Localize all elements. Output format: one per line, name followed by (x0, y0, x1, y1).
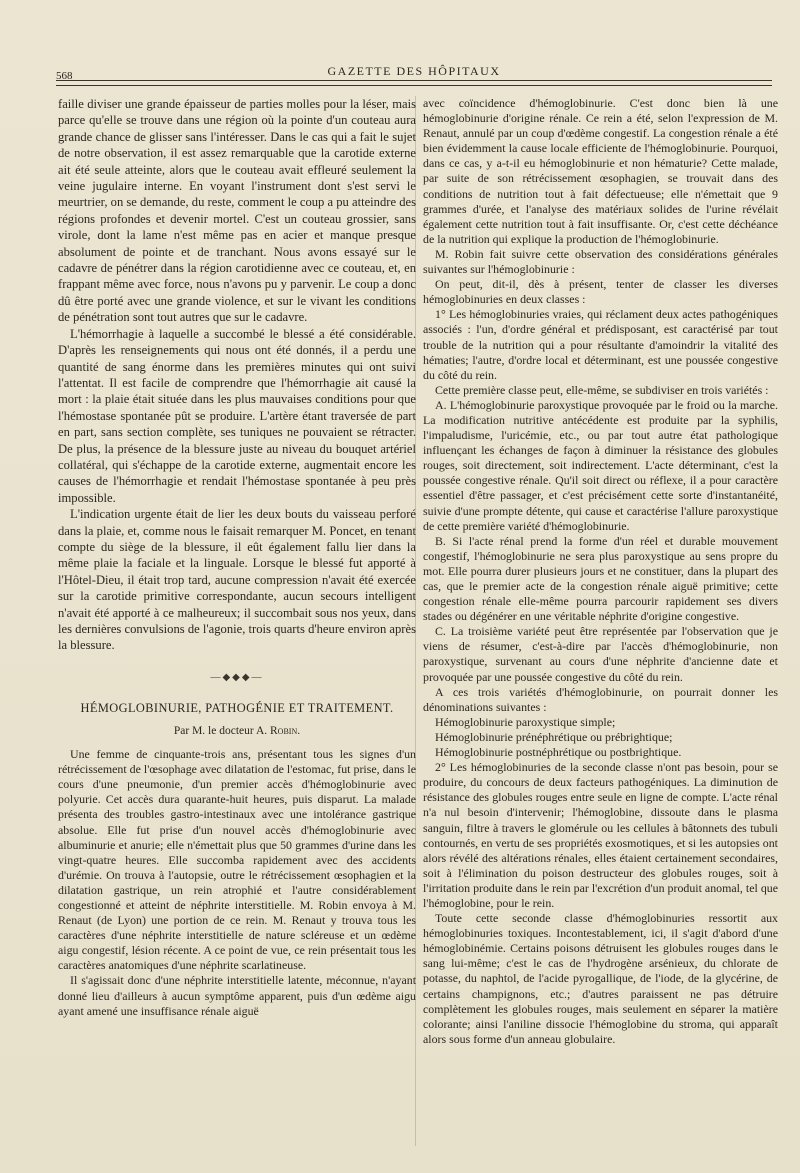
byline-prefix: Par M. le docteur A. (173, 724, 271, 737)
section-ornament: —◆◆◆— (210, 671, 264, 683)
paragraph: faille diviser une grande épaisseur de parties molles pour la léser, mais parce qu'elle se trouve dans une région où la pointe d'un couteau aura grande chance de glisser sans l'intéresser. Dans le cas qui a fait le sujet de notre observation, il est assez remarquable que la carotide externe ait été seule atteinte, alors que le couteau avait effleuré seulement la veine jugulaire interne. En voyant l'instrument dont s'est servi le meurtrier, on se demande, du reste, comment le coup a pu atteindre des régions profondes et devenir mortel. C'est un couteau grossier, sans virole, dont la lame n'est même pas en acier et manque presque absolument de pointe et de tranchant. Nous avons essayé sur le cadavre de pénétrer dans la région carotidienne avec ce couteau, et, en frappant même avec force, nous n'avons pu y parvenir. Le coup a donc dû être porté avec une grande violence, et sur le vivant les conditions de pénétration sont tout autres que sur le cadavre. (58, 97, 416, 325)
page-header (56, 58, 772, 81)
article-paragraph: Une femme de cinquante-trois ans, présentant tous les signes d'un rétrécissement de l'œsophage avec dilatation de l'estomac, fut prise, dans le cours d'une pneumonie, d'un premier accès d'hémoglobinurie avec polyurie. Cet accès dura quarante-huit heures, puis disparut. La malade présenta des troubles gastro-intestinaux avec une intolérance gastrique absolue. Elle fut prise d'un nouvel accès d'hémoglobinurie avec albuminurie et anurie; elle n'émettait plus que 50 grammes d'urine dans les vingt-quatre heures. Elle succomba rapidement avec des accidents d'urémie. On trouva à l'autopsie, outre le rétrécissement œsophagien et la dilatation gastrique, un rein atrophié et l'autre considérablement congestionné et atteint de néphrite interstitielle. M. Robin envoya à M. Renaut (de Lyon) une portion de ce rein. M. Renaut y trouva tous les caractères d'une néphrite interstitielle de nature scléreuse et un œdème aigu congestif, lésion récente. A ce point de vue, ce rein présentait tous les caractères anatomiques d'une néphrite scarlatineuse. (58, 747, 416, 973)
byline-author: Robin. (270, 724, 301, 737)
paragraph: L'indication urgente était de lier les deux bouts du vaisseau perforé dans la plaie, et, comme nous le faisait remarquer M. Poncet, en tenant compte du siège de la blessure, il eût également fallu lier dans la même plaie la faciale et la linguale. Lorsque le blessé fut apporté à l'Hôtel-Dieu, il était trop tard, aucune compression n'avait été exercée sur la carotide primitive correspondante, aucun secours intelligent n'avait été apporté à ce malheureux; il succombait sous nos yeux, dans les dernières convulsions de l'agonie, trois quarts d'heure environ après la blessure. (58, 507, 416, 653)
list-item: Hémoglobinurie postnéphrétique ou postbrightique. (435, 745, 682, 760)
article-paragraph: 1° Les hémoglobinuries vraies, qui réclament deux actes pathogéniques associés : l'un, d'ordre général et prédisposant, est caractérisé par tout trouble de la nutrition qui a pour résultante d'amoindrir la vitalité des hématies; l'autre, d'ordre local et déterminant, est une poussée congestive du côté du rein. (423, 307, 778, 382)
article-paragraph: M. Robin fait suivre cette observation des considérations générales suivantes sur l'hémoglobinurie : (423, 246, 778, 277)
article-byline (58, 723, 416, 739)
article-paragraph: Cette première classe peut, elle-même, se subdiviser en trois variétés : (435, 382, 769, 397)
page-number: 568 (56, 70, 73, 82)
article-paragraph: C. La troisième variété peut être représentée par l'observation que je viens de résumer, c'est-à-dire par l'accès d'hémoglobinurie, non paroxystique, survenant au cours d'une néphrite d'ancienne date et provoquée par une poussée congestive du côté du rein. (423, 624, 778, 684)
right-column (423, 96, 778, 1047)
article-title: HÉMOGLOBINURIE, PATHOGÉNIE ET TRAITEMENT. (80, 701, 394, 716)
article-paragraph: A ces trois variétés d'hémoglobinurie, on pourrait donner les dénominations suivantes : (423, 684, 778, 714)
article-paragraph: On peut, dit-il, dès à présent, tenter de classer les diverses hémoglobinuries en deux classes : (423, 277, 778, 307)
article-paragraph: B. Si l'acte rénal prend la forme d'un réel et durable mouvement congestif, l'hémoglobinurie ne sera plus paroxystique au sens propre du mot. Elle pourra durer plusieurs jours et ne constituer, dans la plupart des cas, que le premier acte de la congestion rénale aiguë primitive; cette congestion rénale elle-même pourra parcourir rapidement ses divers stades ou dégénérer en une véritable néphrite d'origine congestive. (423, 533, 778, 624)
header-rule (56, 85, 772, 88)
article-paragraph: avec coïncidence d'hémoglobinurie. C'est donc bien là une hémoglobinurie d'origine rénale. Ce rein a été, selon l'expression de M. Renaut, annulé par un coup d'œdème congestif. La congestion rénale a été bien évidemment la cause locale efficiente de l'hémoglobinurie. Pourquoi, dans ce cas, y a-t-il eu hémoglobinurie et non hématurie? Cette malade, par suite de son rétrécissement œsophagien, se trouvait dans des conditions de nutrition tout à fait défectueuse; elle n'émettait que 9 grammes d'urée, et l'analyse des matériaux solides de l'urine révélait également cette nutrition tout à fait insuffisante. Or, c'est cette déchéance de la nutrition qui explique la production de l'hémoglobinurie. (423, 96, 778, 246)
journal-title: GAZETTE DES HÔPITAUX (327, 64, 501, 78)
article-paragraph: A. L'hémoglobinurie paroxystique provoquée par le froid ou la marche. La modification nutritive antécédente est produite par la syphilis, l'impaludisme, l'uricémie, etc., ou par tout autre état pathologique influençant les échanges de façon à diminuer la résistance des globules rouges, soit directement, soit indirectement. L'acte déterminant, c'est la poussée congestive rénale. Qu'il soit direct ou réflexe, il a pour caractère essentiel d'être passager, et c'est précisément cette sorte d'instantanéité, suivie d'une prompte détente, qui cause et caractérise l'allure paroxystique de cette première variété d'hémoglobinurie. (423, 397, 778, 533)
paragraph: L'hémorrhagie à laquelle a succombé le blessé a été considérable. D'après les renseignements qui nous ont été donnés, il a perdu une quantité de sang énorme dans les premières minutes qui ont suivi l'attentat. Il est facile de comprendre que l'hémorrhagie ait causé la mort : la plaie était située dans les plus mauvaises conditions pour que l'hémostase spontanée pût se produire. L'artère étant traversée de part en part, sans section complète, ses tuniques ne pouvaient se rétracter. De plus, la présence de la blessure juste au niveau du bouquet artériel collatéral, qui s'échappe de la carotide externe, augmentait encore les causes de l'hémorrhagie et rendait l'hémostase spontanée à peu près impossible. (58, 326, 416, 505)
left-column (58, 96, 416, 1019)
article-paragraph: 2° Les hémoglobinuries de la seconde classe n'ont pas besoin, pour se produire, du concours de deux facteurs pathogéniques. La diminution de résistance des globules rouges entre seule en ligne de compte. L'acte rénal n'a nul besoin d'intervenir; l'hémoglobine, dissoute dans le plasma sanguin, filtre à travers le glomérule ou les cellules à bâtonnets des tubuli contournés, en vertu de ses propriétés exosmotiques, et si les autopsies ont alors révélé des altérations rénales, elles étaient certainement secondaires, soit à l'élimination du poison destructeur des globules rouges, soit à l'irritation produite dans le rein par l'excrétion d'un produit anomal, tel que l'hémoglobine, pour le rein. (423, 760, 778, 910)
article-paragraph: Toute cette seconde classe d'hémoglobinuries ressortit aux hémoglobinuries toxiques. Incontestablement, ici, il s'agit d'abord d'une hémoglobinémie. Certains poisons détruisent les globules rouges dans le sang lui-même; c'est le cas de l'hydrogène arsénieux, du chlorate de potasse, du naphtol, de l'acide pyrogallique, de l'iode, de la glycérine, de certains champignons, etc.; d'autres paraissent ne pas détruire complètement les globules rouges, mais seulement en séparer la matière colorante; ainsi l'aniline dissocie l'hémoglobine du stroma, qui apparaît alors sous forme d'un anneau globulaire. (423, 911, 778, 1046)
list-item: Hémoglobinurie prénéphrétique ou prébrightique; (435, 729, 673, 744)
article-paragraph: Il s'agissait donc d'une néphrite interstitielle latente, méconnue, n'ayant donné lieu d'ailleurs à aucun symptôme apparent, puis d'un œdème aigu ayant amené une insuffisance rénale aiguë (58, 973, 416, 1018)
list-item: Hémoglobinurie paroxystique simple; (435, 714, 616, 729)
